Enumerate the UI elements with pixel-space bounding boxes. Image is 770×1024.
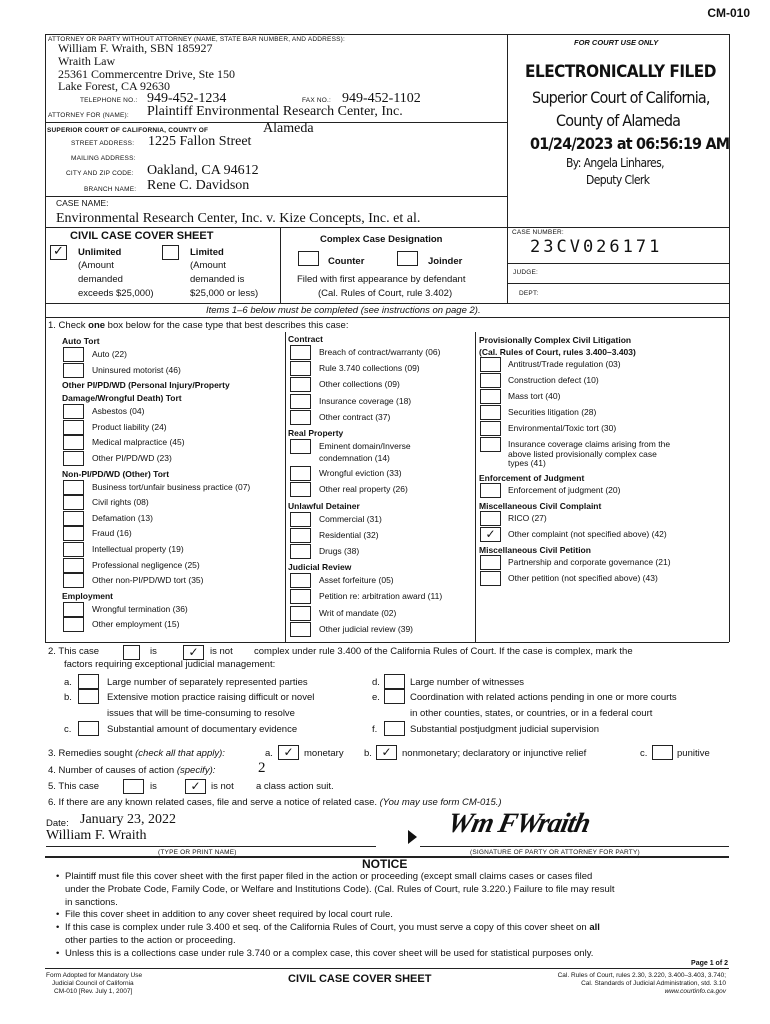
other-real-property-checkbox[interactable]	[290, 482, 311, 497]
other-real-property-label: Other real property (26)	[319, 484, 408, 495]
unlimited-checkbox[interactable]: ✓	[50, 245, 67, 260]
auto-label: Auto (22)	[92, 349, 127, 359]
court-street-label: STREET ADDRESS:	[71, 140, 135, 147]
other-collections-checkbox[interactable]	[290, 377, 311, 392]
remedy-monetary-checkbox[interactable]: ✓	[278, 745, 299, 760]
stamp-line6: Deputy Clerk	[586, 173, 650, 187]
signature-label: (SIGNATURE OF PARTY OR ATTORNEY FOR PARTY)	[470, 849, 640, 856]
court-mailing-label: MAILING ADDRESS:	[71, 155, 136, 162]
commercial-label: Commercial (31)	[319, 513, 382, 524]
notice-b3-line1: If this case is complex under rule 3.400 et seq. of the California Rules of Court, you must serve a copy of this cover sheet on all	[65, 922, 600, 933]
uninsured-motorist-label: Uninsured motorist (46)	[92, 364, 181, 375]
item2-pre: 2. This case	[48, 646, 100, 657]
unlimited-label: Unlimited	[78, 247, 122, 258]
factor-c-letter: c.	[64, 724, 72, 735]
medical-malpractice-label: Medical malpractice (45)	[92, 437, 185, 448]
factor-c-checkbox[interactable]	[78, 721, 99, 736]
notice-b4: Unless this is a collections case under rule 3.740 or a complex case, this cover sheet will be used for statistical purposes only.	[65, 948, 594, 959]
footer-left2: Judicial Council of California	[52, 980, 134, 987]
dept-label: DEPT:	[519, 290, 539, 297]
remedy-punitive-checkbox[interactable]	[652, 745, 673, 760]
item2-is-checkbox[interactable]	[123, 645, 140, 660]
rule-3-740-collections-checkbox[interactable]	[290, 361, 311, 376]
partnership-and-corporate-governance-checkbox[interactable]	[480, 555, 501, 570]
sign-here-arrow-icon	[408, 830, 417, 844]
stamp-line4: 01/24/2023 at 06:56:19 AM	[530, 134, 730, 153]
section-heading: Provisionally Complex Civil Litigation	[479, 335, 632, 345]
footer-right1: Cal. Rules of Court, rules 2.30, 3.220, 3.400–3.403, 3.740;	[557, 972, 726, 979]
section-heading: Damage/Wrongful Death) Tort	[62, 393, 182, 404]
other-complaint-label: Other complaint (not specified above) (42)	[508, 529, 667, 539]
petition-re-arbitration-award-checkbox[interactable]	[290, 589, 311, 604]
other-contract-label: Other contract (37)	[319, 411, 391, 422]
item5-post: a class action suit.	[256, 781, 334, 792]
residential-label: Residential (32)	[319, 529, 379, 540]
court-county: Alameda	[263, 121, 314, 136]
section-heading: Unlawful Detainer	[288, 500, 360, 511]
limited-sub3: $25,000 or less)	[190, 288, 259, 299]
other-judicial-review-label: Other judicial review (39)	[319, 623, 414, 634]
other-petition-checkbox[interactable]	[480, 571, 501, 586]
mass-tort-label: Mass tort (40)	[508, 391, 561, 401]
item2-is-label: is	[150, 646, 157, 657]
item1-prompt: 1. Check one box below for the case type that best describes this case:	[48, 320, 349, 331]
remedy-punitive-label: punitive	[677, 748, 710, 759]
factor-a-text: Large number of separately represented parties	[107, 677, 308, 688]
item5-isnot-label: is not	[211, 781, 234, 792]
telephone-value: 949-452-1234	[147, 91, 227, 106]
signer-name: William F. Wraith	[46, 828, 147, 843]
counter-checkbox[interactable]	[298, 251, 319, 266]
drugs-label: Drugs (38)	[319, 546, 360, 556]
factor-e-text: Coordination with related actions pending in one or more courts	[410, 692, 677, 703]
section-heading: Contract	[288, 334, 323, 344]
telephone-label: TELEPHONE NO.:	[80, 97, 138, 104]
other-employment-checkbox[interactable]	[63, 617, 84, 632]
securities-litigation-checkbox[interactable]	[480, 405, 501, 420]
remedy-nonmonetary-checkbox[interactable]: ✓	[376, 745, 397, 760]
factor-a-checkbox[interactable]	[78, 674, 99, 689]
remedy-c-letter: c.	[640, 748, 648, 759]
other-employment-label: Other employment (15)	[92, 619, 180, 630]
signature-image: Wm FWraith	[444, 808, 593, 839]
complex-note2: (Cal. Rules of Court, rule 3.402)	[318, 288, 453, 299]
breach-of-contract-warranty-label: Breach of contract/warranty (06)	[319, 347, 441, 357]
case-number: 23CV026171	[530, 237, 663, 257]
notice-bullet-1: •	[56, 871, 60, 882]
environmental-toxic-tort-label: Environmental/Toxic tort (30)	[508, 423, 617, 433]
item5-pre: 5. This case	[48, 781, 100, 792]
remedy-monetary-label: monetary	[304, 748, 344, 759]
section-heading: Real Property	[288, 428, 344, 438]
rico-label: RICO (27)	[508, 513, 547, 523]
item2-line2: factors requiring exceptional judicial management:	[64, 659, 276, 670]
remedy-a-letter: a.	[265, 748, 273, 759]
medical-malpractice-checkbox[interactable]	[63, 435, 84, 450]
counter-label: Counter	[328, 256, 365, 267]
complex-note1: Filed with first appearance by defendant	[297, 274, 466, 285]
complex-title: Complex Case Designation	[320, 234, 443, 245]
stamp-line1: ELECTRONICALLY FILED	[525, 62, 716, 82]
construction-defect-label: Construction defect (10)	[508, 375, 599, 385]
factor-f-checkbox[interactable]	[384, 721, 405, 736]
notice-bullet-3: •	[56, 922, 60, 933]
unlimited-sub1: (Amount	[78, 260, 114, 271]
fraud-checkbox[interactable]	[63, 526, 84, 541]
residential-checkbox[interactable]	[290, 528, 311, 543]
item6-text: 6. If there are any known related cases, file and serve a notice of related case. (You may use form CM-015.)	[48, 797, 502, 808]
eminent-domain-inverse-label: Eminent domain/Inverse	[319, 441, 411, 451]
footer-right3: www.courtinfo.ca.gov	[664, 988, 726, 995]
insurance-coverage-checkbox[interactable]	[290, 394, 311, 409]
writ-of-mandate-label: Writ of mandate (02)	[319, 607, 397, 618]
item5-isnot-checkbox[interactable]: ✓	[185, 779, 206, 794]
footer-left1: Form Adopted for Mandatory Use	[46, 972, 143, 979]
joinder-label: Joinder	[428, 256, 463, 267]
wrongful-eviction-label: Wrongful eviction (33)	[319, 468, 402, 479]
business-tort-unfair-business-practice-checkbox[interactable]	[63, 480, 84, 495]
attorney-for-label: ATTORNEY FOR (NAME):	[48, 112, 129, 119]
remedy-nonmonetary-label: nonmonetary; declaratory or injunctive relief	[402, 748, 587, 759]
attorney-name: William F. Wraith, SBN 185927	[58, 41, 213, 55]
item5-is-checkbox[interactable]	[123, 779, 144, 794]
rule-3-740-collections-label: Rule 3.740 collections (09)	[319, 363, 420, 374]
auto-checkbox[interactable]	[63, 347, 84, 362]
other-petition-label: Other petition (not specified above) (43)	[508, 573, 658, 583]
item4-prompt: 4. Number of causes of action (specify):	[48, 765, 216, 776]
defamation-checkbox[interactable]	[63, 511, 84, 526]
court-street: 1225 Fallon Street	[148, 134, 252, 149]
insurance-coverage-claims-arising-from-the-checkbox[interactable]	[480, 437, 501, 452]
notice-b1-line3: in sanctions.	[65, 897, 118, 908]
asset-forfeiture-label: Asset forfeiture (05)	[319, 575, 394, 586]
factor-b-text: Extensive motion practice raising difficult or novel	[107, 692, 315, 703]
attorney-street: 25361 Commercentre Drive, Ste 150	[58, 67, 235, 81]
attorney-firm: Wraith Law	[58, 54, 116, 68]
antitrust-trade-regulation-label: Antitrust/Trade regulation (03)	[508, 359, 621, 369]
limited-label: Limited	[190, 247, 224, 258]
attorney-label: ATTORNEY OR PARTY WITHOUT ATTORNEY (NAME, STATE BAR NUMBER, AND ADDRESS):	[48, 36, 346, 43]
page-number: Page 1 of 2	[691, 960, 728, 967]
partnership-and-corporate-governance-label: Partnership and corporate governance (21)	[508, 557, 671, 567]
factor-a-letter: a.	[64, 677, 72, 688]
notice-b1-line1: Plaintiff must file this cover sheet with the first paper filed in the action or proceeding (except small claims cases or cases filed	[65, 871, 593, 882]
drugs-checkbox[interactable]	[290, 544, 311, 559]
environmental-toxic-tort-checkbox[interactable]	[480, 421, 501, 436]
notice-title: NOTICE	[362, 857, 408, 871]
factor-b-letter: b.	[64, 692, 72, 703]
attorney-for-value: Plaintiff Environmental Research Center, Inc.	[147, 104, 403, 119]
attorney-city: Lake Forest, CA 92630	[58, 79, 170, 93]
factor-c-text: Substantial amount of documentary evidence	[107, 724, 298, 735]
business-tort-unfair-business-practice-label: Business tort/unfair business practice (07)	[92, 481, 251, 492]
civil-rights-checkbox[interactable]	[63, 495, 84, 510]
notice-bullet-2: •	[56, 909, 60, 920]
factor-d-checkbox[interactable]	[384, 674, 405, 689]
other-non-pi-pd-wd-tort-checkbox[interactable]	[63, 573, 84, 588]
wrongful-termination-checkbox[interactable]	[63, 602, 84, 617]
item3-prompt: 3. Remedies sought (check all that apply):	[48, 748, 225, 759]
notice-b3-line2: other parties to the action or proceeding.	[65, 935, 236, 946]
case-type-label-continued: condemnation (14)	[319, 453, 390, 464]
factor-b-text2: issues that will be time-consuming to resolve	[107, 708, 295, 719]
factor-d-letter: d.	[372, 677, 380, 688]
professional-negligence-label: Professional negligence (25)	[92, 559, 200, 570]
other-collections-label: Other collections (09)	[319, 379, 400, 390]
asset-forfeiture-checkbox[interactable]	[290, 573, 311, 588]
unlimited-sub2: demanded	[78, 274, 123, 285]
section-heading: Miscellaneous Civil Petition	[479, 545, 591, 555]
notice-b1-line2: under the Probate Code, Family Code, or Welfare and Institutions Code). (Cal. Rules of Court, rule 3.220.) Failure to file may result	[65, 884, 615, 895]
judge-label: JUDGE:	[513, 269, 539, 276]
notice-bullet-4: •	[56, 948, 60, 959]
section-heading: (Cal. Rules of Court, rules 3.400–3.403)	[479, 347, 636, 357]
item2-isnot-checkbox[interactable]: ✓	[183, 645, 204, 660]
petition-re-arbitration-award-label: Petition re: arbitration award (11)	[319, 591, 443, 602]
section-heading: Judicial Review	[288, 562, 352, 573]
section-heading: Enforcement of Judgment	[479, 473, 585, 483]
item2-isnot-label: is not	[210, 646, 233, 657]
other-complaint-checkbox[interactable]: ✓	[480, 527, 501, 542]
enforcement-of-judgment-checkbox[interactable]	[480, 483, 501, 498]
date-label: Date:	[46, 818, 69, 829]
court-city-label: CITY AND ZIP CODE:	[66, 170, 134, 177]
court-use-label: FOR COURT USE ONLY	[574, 38, 659, 47]
factor-e-checkbox[interactable]	[384, 689, 405, 704]
footer-right2: Cal. Standards of Judicial Administration, std. 3.10	[581, 980, 726, 987]
commercial-checkbox[interactable]	[290, 512, 311, 527]
rico-checkbox[interactable]	[480, 511, 501, 526]
construction-defect-checkbox[interactable]	[480, 373, 501, 388]
factor-d-text: Large number of witnesses	[410, 677, 525, 688]
form-id: CM-010	[707, 6, 750, 20]
items-note: Items 1–6 below must be completed (see instructions on page 2).	[206, 305, 481, 316]
defamation-label: Defamation (13)	[92, 512, 153, 523]
section-heading: Non-PI/PD/WD (Other) Tort	[62, 468, 170, 479]
insurance-coverage-label: Insurance coverage (18)	[319, 395, 412, 406]
limited-checkbox[interactable]	[162, 245, 179, 260]
wrongful-eviction-checkbox[interactable]	[290, 466, 311, 481]
fax-value: 949-452-1102	[342, 91, 421, 106]
intellectual-property-checkbox[interactable]	[63, 542, 84, 557]
writ-of-mandate-checkbox[interactable]	[290, 606, 311, 621]
other-pi-pd-wd-label: Other PI/PD/WD (23)	[92, 453, 172, 463]
limited-sub2: demanded is	[190, 274, 245, 285]
court-label: SUPERIOR COURT OF CALIFORNIA, COUNTY OF	[47, 127, 209, 134]
remedy-b-letter: b.	[364, 748, 372, 759]
notice-b2: File this cover sheet in addition to any cover sheet required by local court rule.	[65, 909, 393, 920]
case-type-label-continued: types (41)	[508, 458, 546, 468]
factor-b-checkbox[interactable]	[78, 689, 99, 704]
sheet-title: CIVIL CASE COVER SHEET	[70, 230, 214, 242]
other-pi-pd-wd-checkbox[interactable]	[63, 451, 84, 466]
other-judicial-review-checkbox[interactable]	[290, 622, 311, 637]
stamp-line2: Superior Court of California,	[532, 88, 710, 107]
section-heading: Other PI/PD/WD (Personal Injury/Property	[62, 380, 230, 391]
factor-f-text: Substantial postjudgment judicial supervision	[410, 724, 600, 735]
item2-post: complex under rule 3.400 of the California Rules of Court. If the case is complex, mark the	[254, 646, 633, 657]
factor-f-letter: f.	[372, 724, 378, 735]
uninsured-motorist-checkbox[interactable]	[63, 363, 84, 378]
stamp-line3: County of Alameda	[556, 111, 681, 130]
fax-label: FAX NO.:	[302, 97, 332, 104]
product-liability-checkbox[interactable]	[63, 420, 84, 435]
eminent-domain-inverse-checkbox[interactable]	[290, 439, 311, 454]
asbestos-label: Asbestos (04)	[92, 406, 145, 417]
unlimited-sub3: exceeds $25,000)	[78, 288, 154, 299]
antitrust-trade-regulation-checkbox[interactable]	[480, 357, 501, 372]
footer-title: CIVIL CASE COVER SHEET	[288, 973, 432, 985]
insurance-coverage-claims-arising-from-the-label: Insurance coverage claims arising from the	[508, 439, 671, 449]
item5-is-label: is	[150, 781, 157, 792]
breach-of-contract-warranty-checkbox[interactable]	[290, 345, 311, 360]
professional-negligence-checkbox[interactable]	[63, 558, 84, 573]
mass-tort-checkbox[interactable]	[480, 389, 501, 404]
footer-left3: CM-010 [Rev. July 1, 2007]	[54, 988, 133, 995]
section-heading: Auto Tort	[62, 336, 100, 346]
asbestos-checkbox[interactable]	[63, 404, 84, 419]
type-name-label: (TYPE OR PRINT NAME)	[158, 849, 237, 856]
case-name: Environmental Research Center, Inc. v. Kize Concepts, Inc. et al.	[56, 211, 421, 226]
case-name-label: CASE NAME:	[56, 198, 109, 208]
factor-e-letter: e.	[372, 692, 380, 703]
enforcement-of-judgment-label: Enforcement of judgment (20)	[508, 485, 621, 495]
civil-rights-label: Civil rights (08)	[92, 497, 149, 508]
court-branch: Rene C. Davidson	[147, 178, 250, 193]
case-number-label: CASE NUMBER:	[512, 229, 564, 236]
section-heading: Miscellaneous Civil Complaint	[479, 501, 602, 511]
fraud-label: Fraud (16)	[92, 528, 132, 539]
section-heading: Employment	[62, 590, 114, 601]
other-contract-checkbox[interactable]	[290, 410, 311, 425]
causes-of-action-count: 2	[258, 760, 266, 776]
wrongful-termination-label: Wrongful termination (36)	[92, 603, 188, 614]
product-liability-label: Product liability (24)	[92, 421, 167, 432]
joinder-checkbox[interactable]	[397, 251, 418, 266]
court-branch-label: BRANCH NAME:	[84, 186, 137, 193]
limited-sub1: (Amount	[190, 260, 226, 271]
case-type-label-continued: above listed provisionally complex case	[508, 449, 657, 459]
court-city: Oakland, CA 94612	[147, 163, 259, 178]
stamp-line5: By: Angela Linhares,	[566, 156, 664, 170]
intellectual-property-label: Intellectual property (19)	[92, 544, 184, 554]
date-value: January 23, 2022	[80, 812, 177, 827]
other-non-pi-pd-wd-tort-label: Other non-PI/PD/WD tort (35)	[92, 575, 204, 586]
securities-litigation-label: Securities litigation (28)	[508, 407, 597, 417]
factor-e-text2: in other counties, states, or countries, or in a federal court	[410, 708, 653, 719]
